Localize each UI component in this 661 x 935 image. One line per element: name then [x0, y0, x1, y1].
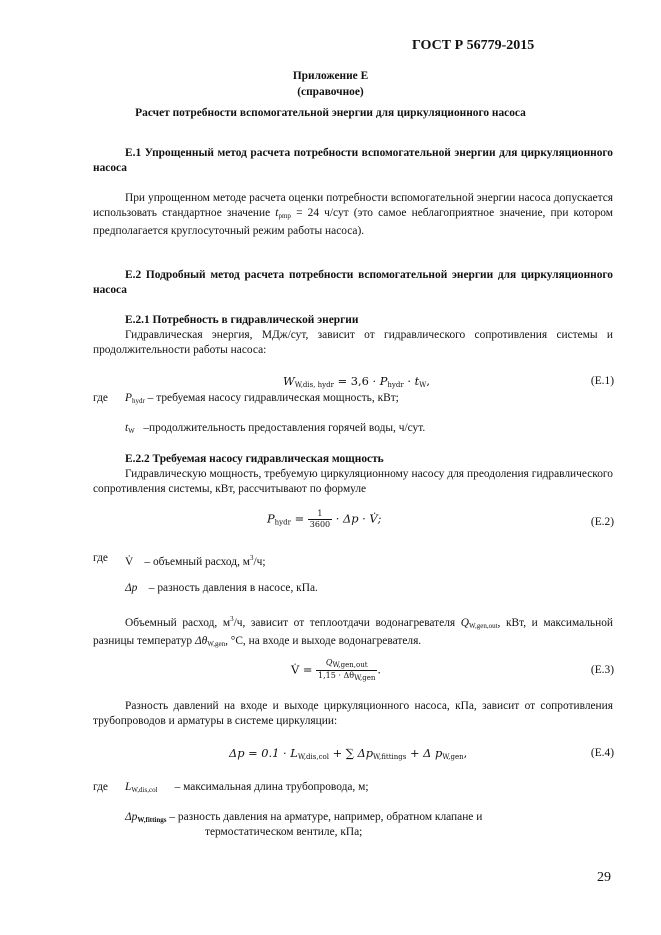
formula-e1-rhs: = 3,6 · — [337, 374, 380, 388]
formula-e3-number: (Е.3) — [590, 664, 614, 676]
where-e1-item-1 — [125, 391, 399, 409]
formula-e1-lhs-sub: W,dis, hydr — [294, 381, 334, 389]
where-e1-item-2 — [125, 421, 425, 439]
where-e4-sym-1: L — [125, 781, 132, 793]
flow-theta-sub: W,gen — [207, 640, 226, 648]
flow-text-4: , °С, на входе и выходе водонагревателя. — [225, 635, 422, 647]
flow-theta: Δθ — [194, 635, 208, 647]
formula-e1-lhs: W — [283, 374, 295, 388]
e1-var-sub: pmp — [278, 212, 291, 220]
where-e4-sub-1: W,dis,col — [131, 786, 158, 794]
where-e1-sub-1: hydr — [131, 397, 145, 405]
flow-q-sub: W,gen,out — [469, 622, 498, 630]
dp-paragraph: Разность давлений на входе и выходе циркуляционного насоса, кПа, зависит от сопротивления трубопроводов и арматуры в системе циркуляции: — [93, 700, 613, 727]
where-e4-desc-2: – разность давления на арматуре, например, обратном клапане и — [169, 811, 483, 823]
formula-e3-den-sub: W,gen — [354, 674, 376, 682]
formula-e2-number: (Е.2) — [590, 516, 614, 528]
section-e21-text: Гидравлическая энергия, МДж/сут, зависит от гидравлического сопротивления системы и продолжительности работы насоса: — [93, 329, 613, 356]
formula-e4-lhs: Δp = 0.1 · — [229, 746, 291, 760]
formula-e4-l: L — [290, 746, 298, 760]
e1-var: t — [275, 207, 279, 219]
formula-e2-fraction — [308, 509, 332, 530]
formula-e4-mid: + ∑ Δp — [328, 746, 374, 760]
formula-e3-num: Q — [325, 658, 333, 667]
formula-e1-t: t — [414, 374, 420, 388]
appendix-heading: Расчет потребности вспомогательной энергии для циркуляционного насоса — [135, 107, 526, 119]
where-e2-sup-1: 3 — [250, 554, 254, 562]
formula-e3-num-sub: W,gen,out — [332, 661, 368, 669]
formula-e1-t-sub: W — [419, 381, 427, 389]
where-e2-tail-1: /ч; — [253, 556, 266, 568]
where-e4-sym-2: Δp — [125, 811, 138, 823]
where-e4-desc-1: – максимальная длина трубопровода, м; — [174, 781, 369, 793]
flow-sup: 3 — [230, 615, 234, 623]
flow-text-2: /ч, зависит от теплоотдачи водонагревателя — [233, 617, 456, 629]
section-e22-heading: Е.2.2 Требуемая насосу гидравлическая мощность — [125, 453, 384, 465]
formula-e1-tail: , — [426, 374, 430, 388]
formula-e2-eq: = — [290, 511, 308, 526]
formula-e2-num: 1 — [308, 509, 332, 520]
where-e2-sym-2: Δp — [125, 582, 138, 594]
formula-e2-lhs: P — [267, 511, 275, 526]
formula-e3-fraction — [316, 658, 377, 683]
where-e1-sub-2: W — [128, 427, 135, 435]
where-label-e4: где — [93, 781, 108, 793]
formula-e1-p-sub: hydr — [387, 381, 404, 389]
section-e1-heading: Е.1 Упрощенный метод расчета потребности вспомогательной энергии для циркуляционного насоса — [93, 147, 613, 174]
formula-e4-l-sub: W,dis,col — [297, 753, 329, 761]
formula-e4-tail: , — [463, 746, 468, 760]
flow-text-1: Объемный расход, м — [125, 617, 231, 629]
where-e4-sub-2: W,fittings — [137, 816, 167, 824]
where-e2-desc-1: – объемный расход, м — [144, 556, 251, 568]
formula-e3-tail: . — [377, 662, 382, 677]
appendix-subtitle: (справочное) — [297, 86, 364, 98]
formula-e4-plus: + Δ p — [406, 746, 443, 760]
where-e2-sym-1: V̇ — [125, 556, 134, 568]
formula-e4-g-sub: W,gen — [442, 753, 464, 761]
formula-e2-lhs-sub: hydr — [274, 518, 291, 527]
formula-e1-number: (Е.1) — [590, 375, 614, 387]
formula-e4-f-sub: W,fittings — [373, 753, 407, 761]
section-e21-heading: Е.2.1 Потребность в гидравлической энергии — [125, 314, 359, 326]
where-e1-desc-1: – требуемая насосу гидравлическая мощность, кВт; — [147, 392, 399, 404]
where-label-e1: где — [93, 392, 108, 404]
where-e1-desc-2: –продолжительность предоставления горячей воды, ч/сут. — [143, 422, 426, 434]
section-e22-text: Гидравлическую мощность, требуемую циркуляционному насосу для преодоления гидравлического сопротивления системы, кВт, рассчитывают по формуле — [93, 468, 613, 495]
where-e2-desc-2: – разность давления в насосе, кПа. — [148, 582, 318, 594]
document-code: ГОСТ Р 56779-2015 — [412, 38, 535, 53]
section-e2-heading: Е.2 Подробный метод расчета потребности вспомогательной энергии для циркуляционного насоса — [93, 269, 613, 296]
page-number: 29 — [597, 870, 611, 885]
e1-text-before: При упрощенном методе расчета оценки потребности вспомогательной энергии насоса допускается использовать стандартное значение — [93, 192, 613, 219]
formula-e4-number: (Е.4) — [590, 747, 614, 759]
formula-e3-lhs: V̇ = — [291, 662, 317, 677]
where-e2-item-1 — [125, 551, 266, 570]
flow-text-3: , кВт, и максимальной разницы температур — [93, 617, 613, 647]
where-e4-desc-2-cont: термостатическом вентиле, кПа; — [205, 826, 363, 838]
formula-e3-den: 1,15 · Δθ — [318, 671, 355, 680]
flow-q: Q — [460, 617, 469, 629]
formula-e1-p: P — [379, 374, 388, 388]
formula-e1-dot: · — [403, 374, 415, 388]
where-label-e2: где — [93, 552, 108, 564]
where-e2-item-2 — [125, 581, 318, 596]
flow-paragraph — [93, 612, 613, 652]
where-e4-item-1 — [125, 780, 369, 798]
where-e1-sym-1: P — [125, 392, 132, 404]
appendix-title: Приложение Е — [292, 70, 369, 82]
e1-text-after: = 24 ч/сут (это самое неблагоприятное значение, при котором предполагается круглосуточный режим работы насоса). — [93, 207, 613, 237]
formula-e2-tail: · Δp · V̇; — [332, 511, 382, 526]
where-e1-sym-2: t — [125, 422, 129, 434]
section-e1-paragraph — [93, 191, 613, 239]
formula-e2-den: 3600 — [309, 520, 331, 529]
